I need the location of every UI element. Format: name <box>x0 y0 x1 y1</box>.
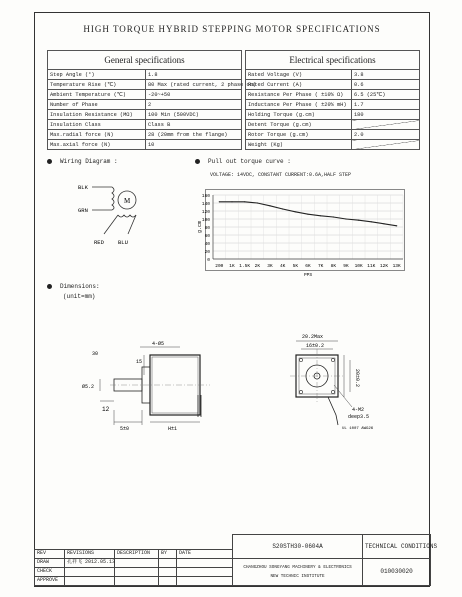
general-spec-row <box>48 90 242 100</box>
electrical-specs-table <box>245 50 420 150</box>
tb-header: REVISIONS <box>65 549 115 558</box>
tb-header: DESCRIPTION <box>115 549 159 558</box>
dim-label: 20±0.2 <box>354 369 360 388</box>
general-spec-param-value: 28 (20mm from the flange) <box>146 130 242 140</box>
torque-data-point <box>257 202 258 203</box>
mount-hole-icon <box>331 358 334 361</box>
company-block <box>233 558 363 585</box>
torque-data-point <box>345 218 346 219</box>
tb-header: DATE <box>177 549 233 558</box>
wire-label-grn: GRN <box>78 207 88 214</box>
torque-data-point <box>269 205 270 206</box>
drawing-code: 010030020 <box>363 558 431 585</box>
wire-label-blk: BLK <box>78 184 88 191</box>
x-tick-label: 4K <box>279 264 286 269</box>
y-tick-label: 60 <box>204 233 210 239</box>
dim-label: 4-Ø5 <box>152 341 165 347</box>
motor-end-view <box>268 325 398 440</box>
general-spec-param-value: Class B <box>146 120 242 130</box>
electrical-spec-param-value: 6.5 (25℃) <box>352 90 420 100</box>
electrical-spec-row <box>246 100 420 110</box>
electrical-spec-param-value: 1.7 <box>352 100 420 110</box>
y-tick-label: 0 <box>207 257 210 263</box>
electrical-spec-param-label: Detent Torque (g.cm) <box>246 120 352 130</box>
dim-label: H±1 <box>168 426 178 432</box>
company-line-1: CHANGZHOU SONGYANG MACHINERY & ELECTRONICS <box>243 564 352 570</box>
general-spec-param-value: 2 <box>146 100 242 110</box>
torque-data-point <box>371 221 372 222</box>
mount-hole-icon <box>299 358 302 361</box>
y-tick-label: 40 <box>204 241 210 247</box>
tb-row-label: DRAW <box>35 558 65 567</box>
x-tick-label: 1K <box>229 264 235 269</box>
torque-data-point <box>320 215 321 216</box>
general-spec-param-label: Max.axial force (N) <box>48 140 146 150</box>
dim-label: 30 <box>92 351 99 357</box>
x-tick-label: 3K <box>267 264 273 269</box>
electrical-specs-header: Electrical specifications <box>246 51 420 70</box>
general-spec-row <box>48 100 242 110</box>
general-spec-row <box>48 120 242 130</box>
general-spec-row <box>48 70 242 80</box>
y-tick-label: 120 <box>201 209 210 215</box>
general-spec-param-value: -20~+50 <box>146 90 242 100</box>
electrical-spec-row <box>246 140 420 150</box>
general-spec-param-label: Ambient Temperature (℃) <box>48 90 146 100</box>
x-tick-label: 8K <box>330 264 337 269</box>
x-tick-label: 7K <box>317 264 324 269</box>
y-tick-label: 100 <box>201 217 210 223</box>
tb-header: BY <box>159 549 177 558</box>
electrical-spec-row <box>246 130 420 140</box>
torque-data-point <box>231 201 232 202</box>
dim-label: 5±0 <box>120 426 130 432</box>
bullet-icon <box>47 284 52 289</box>
torque-data-point <box>307 214 308 215</box>
dim-label: 16±0.2 <box>306 343 325 349</box>
wire-label-blu: BLU <box>118 239 128 246</box>
general-spec-row <box>48 130 242 140</box>
tb-header: REV <box>35 549 65 558</box>
x-tick-label: 12K <box>379 264 389 269</box>
electrical-spec-param-label: Weight (Kg) <box>246 140 352 150</box>
technical-conditions: TECHNICAL CONDITIONS <box>363 535 431 559</box>
electrical-spec-param-label: Inductance Per Phase ( ±20% mH) <box>246 100 352 110</box>
general-spec-param-value: 10 <box>146 140 242 150</box>
electrical-spec-param-value: 2.0 <box>352 130 420 140</box>
mount-hole-icon <box>299 390 302 393</box>
electrical-spec-row <box>246 90 420 100</box>
torque-data-point <box>358 220 359 221</box>
dim-label: 20.2Max <box>302 334 324 340</box>
electrical-spec-row <box>246 70 420 80</box>
x-tick-label: 1.5K <box>239 264 251 269</box>
general-spec-row <box>48 140 242 150</box>
document-title: HIGH TORQUE HYBRID STEPPING MOTOR SPECIFICATIONS <box>83 24 381 34</box>
company-line-2: NEW TECHNIC INSTITUTE <box>270 573 325 579</box>
general-spec-row <box>48 110 242 120</box>
electrical-spec-param-label: Resistance Per Phase ( ±10% Ω) <box>246 90 352 100</box>
electrical-spec-param-label: Rotor Torque (g.cm) <box>246 130 352 140</box>
wiring-diagram-label: Wiring Diagram : <box>47 158 118 165</box>
x-axis-label: PPS <box>303 273 313 278</box>
dim-label: 15 <box>136 359 143 365</box>
y-tick-label: 140 <box>201 201 210 207</box>
torque-data-point <box>396 225 397 226</box>
electrical-spec-param-value: 0.6 <box>352 80 420 90</box>
y-tick-label: 20 <box>204 249 210 255</box>
general-spec-param-label: Insulation Class <box>48 120 146 130</box>
title-block <box>34 534 438 586</box>
electrical-spec-param-value <box>352 120 420 130</box>
general-spec-param-label: Step Angle (°) <box>48 70 146 80</box>
general-specs-table <box>47 50 257 150</box>
bullet-icon <box>47 159 52 164</box>
torque-curve-label: Pull out torque curve : <box>195 158 291 165</box>
tb-row-label: APPROVE <box>35 576 65 585</box>
mount-hole-icon <box>331 390 334 393</box>
y-axis-label: g.cm <box>197 220 203 234</box>
torque-data-point <box>282 208 283 209</box>
x-tick-label: 5K <box>292 264 299 269</box>
torque-data-point <box>295 211 296 212</box>
electrical-spec-param-value: 180 <box>352 110 420 120</box>
bullet-icon <box>195 159 200 164</box>
motor-symbol-label: M <box>124 197 131 205</box>
general-spec-param-value: 80 Max (rated current, 2 phase on) <box>146 80 242 90</box>
general-spec-param-label: Number of Phase <box>48 100 146 110</box>
electrical-spec-param-value <box>352 140 420 150</box>
wiring-diagram <box>70 172 170 252</box>
x-tick-label: 2K <box>254 264 261 269</box>
torque-data-point <box>333 216 334 217</box>
general-specs-header: General specifications <box>48 51 242 70</box>
electrical-spec-row <box>246 80 420 90</box>
general-spec-param-value: 1.8 <box>146 70 242 80</box>
x-tick-label: 11K <box>367 264 376 269</box>
coil-a-icon <box>112 187 114 210</box>
dim-label: 4-M2 <box>352 407 365 413</box>
electrical-spec-param-label: Rated Voltage (V) <box>246 70 352 80</box>
electrical-spec-param-value: 3.8 <box>352 70 420 80</box>
tb-row-label: CHECK <box>35 567 65 576</box>
torque-data-point <box>244 201 245 202</box>
coil-b-icon <box>118 215 136 217</box>
electrical-spec-param-label: Holding Torque (g.cm) <box>246 110 352 120</box>
x-tick-label: 9K <box>343 264 349 269</box>
x-tick-label: 200 <box>215 264 224 269</box>
electrical-spec-row <box>246 120 420 130</box>
general-spec-param-value: 100 Min (500VDC) <box>146 110 242 120</box>
torque-condition: VOLTAGE: 14VDC, CONSTANT CURRENT:0.6A,HALF STEP <box>210 172 352 178</box>
draw-date: 2012.05.13 <box>85 559 116 565</box>
x-tick-label: 13K <box>392 264 401 269</box>
x-tick-label: 10K <box>354 264 363 269</box>
torque-chart <box>195 189 410 294</box>
general-spec-param-label: Max.radial force (N) <box>48 130 146 140</box>
x-tick-label: 6K <box>305 264 311 269</box>
electrical-spec-row <box>246 110 420 120</box>
dim-label: Ø5.2 <box>82 384 95 390</box>
general-spec-param-label: Insulation Resistance (MΩ) <box>48 110 146 120</box>
model-number: S20STH30-0604A <box>233 535 363 559</box>
torque-data-point <box>219 201 220 202</box>
dim-label: UL 1007 AWG26 <box>342 427 374 431</box>
general-spec-param-label: Temperature Rise (℃) <box>48 80 146 90</box>
electrical-spec-param-label: Rated Current (A) <box>246 80 352 90</box>
y-tick-label: 80 <box>204 225 210 231</box>
wire-label-red: RED <box>94 239 104 246</box>
dimensions-label: Dimensions: <box>47 283 100 290</box>
dim-label: deep3.5 <box>348 414 370 420</box>
dimensions-unit: (unit=mm) <box>63 293 96 300</box>
motor-side-view <box>80 325 240 440</box>
drawer-name: 孔祥飞 <box>67 559 83 565</box>
y-tick-label: 160 <box>201 193 210 199</box>
dim-label: 12 <box>102 406 110 413</box>
torque-data-point <box>383 223 384 224</box>
general-spec-row <box>48 80 242 90</box>
